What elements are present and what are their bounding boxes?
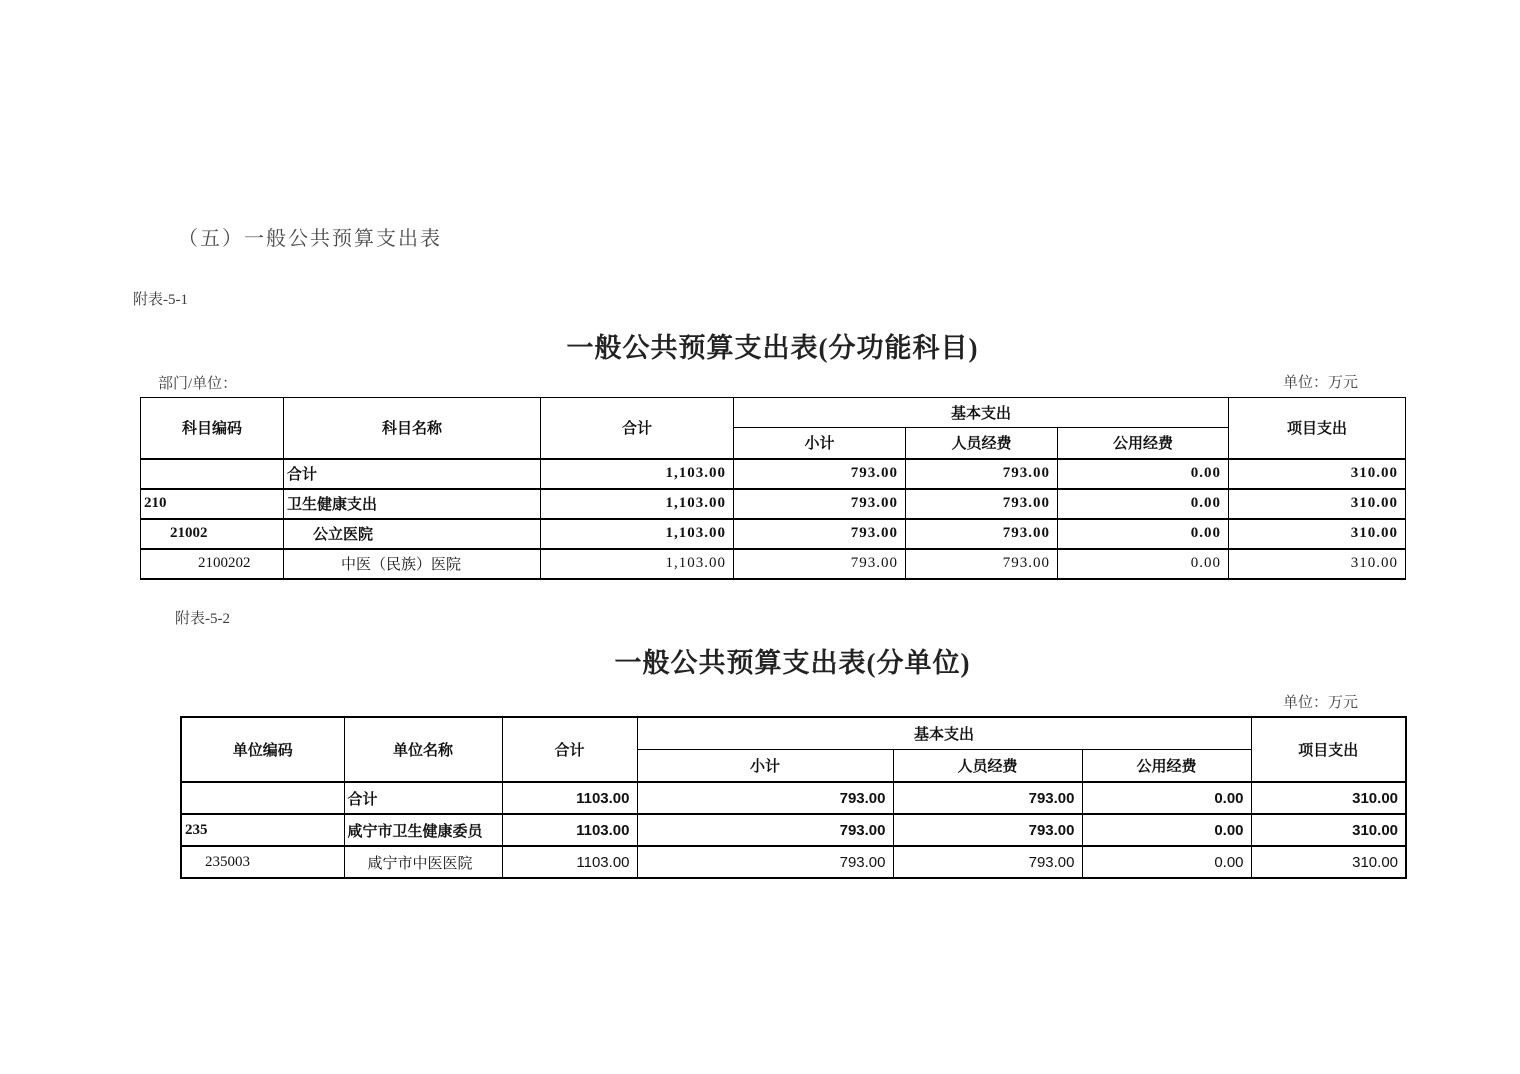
cell-personnel: 793.00 bbox=[893, 782, 1082, 814]
table1-header-subtotal: 小计 bbox=[734, 428, 906, 459]
cell-public: 0.00 bbox=[1058, 459, 1229, 489]
table-by-function bbox=[140, 397, 1406, 580]
cell-public: 0.00 bbox=[1058, 489, 1229, 519]
table2-header-subtotal: 小计 bbox=[637, 749, 893, 782]
cell-code: 210 bbox=[141, 489, 284, 519]
cell-code bbox=[141, 459, 284, 489]
cell-total: 1,103.00 bbox=[541, 459, 734, 489]
table-row bbox=[181, 782, 1406, 814]
cell-total: 1,103.00 bbox=[541, 549, 734, 579]
cell-subtotal: 793.00 bbox=[734, 459, 906, 489]
cell-subtotal: 793.00 bbox=[637, 814, 893, 846]
cell-public: 0.00 bbox=[1058, 549, 1229, 579]
cell-code: 2100202 bbox=[141, 549, 284, 579]
table2-header-project: 项目支出 bbox=[1251, 717, 1406, 782]
cell-name: 卫生健康支出 bbox=[284, 489, 541, 519]
table1-header-project: 项目支出 bbox=[1229, 398, 1406, 459]
cell-personnel: 793.00 bbox=[893, 814, 1082, 846]
cell-name: 合计 bbox=[344, 782, 502, 814]
table2-title: 一般公共预算支出表(分单位) bbox=[614, 648, 971, 678]
table1-header-code: 科目编码 bbox=[141, 398, 284, 459]
cell-name: 合计 bbox=[284, 459, 541, 489]
cell-public: 0.00 bbox=[1082, 814, 1251, 846]
cell-personnel: 793.00 bbox=[906, 459, 1058, 489]
table1-header-name: 科目名称 bbox=[284, 398, 541, 459]
cell-public: 0.00 bbox=[1082, 846, 1251, 878]
cell-personnel: 793.00 bbox=[906, 549, 1058, 579]
cell-total: 1103.00 bbox=[502, 814, 637, 846]
cell-name: 中医（民族）医院 bbox=[284, 549, 541, 579]
table-row bbox=[141, 489, 1406, 519]
table-by-unit bbox=[180, 716, 1407, 879]
cell-code bbox=[181, 782, 344, 814]
section-heading: （五）一般公共预算支出表 bbox=[178, 228, 442, 250]
cell-project: 310.00 bbox=[1229, 489, 1406, 519]
cell-project: 310.00 bbox=[1229, 519, 1406, 549]
table1-header-total: 合计 bbox=[541, 398, 734, 459]
cell-subtotal: 793.00 bbox=[637, 782, 893, 814]
table-row bbox=[141, 519, 1406, 549]
table-row bbox=[181, 846, 1406, 878]
table1-unit-label: 单位：万元 bbox=[1283, 375, 1359, 391]
cell-total: 1103.00 bbox=[502, 782, 637, 814]
table2-header-public: 公用经费 bbox=[1082, 749, 1251, 782]
table1-header-public: 公用经费 bbox=[1058, 428, 1229, 459]
table2-unit-label: 单位：万元 bbox=[1283, 695, 1359, 711]
cell-total: 1103.00 bbox=[502, 846, 637, 878]
cell-total: 1,103.00 bbox=[541, 519, 734, 549]
table1-header-row-1 bbox=[141, 398, 1406, 428]
cell-public: 0.00 bbox=[1058, 519, 1229, 549]
cell-personnel: 793.00 bbox=[893, 846, 1082, 878]
table2-caption: 附表-5-2 bbox=[175, 611, 230, 627]
table1-dept-label: 部门/单位： bbox=[158, 376, 238, 392]
cell-project: 310.00 bbox=[1251, 814, 1406, 846]
cell-code: 235 bbox=[181, 814, 344, 846]
cell-name: 咸宁市中医医院 bbox=[344, 846, 502, 878]
cell-name: 咸宁市卫生健康委员 bbox=[344, 814, 502, 846]
cell-total: 1,103.00 bbox=[541, 489, 734, 519]
cell-code: 21002 bbox=[141, 519, 284, 549]
table2-header-row-1 bbox=[181, 717, 1406, 749]
table2-header-code: 单位编码 bbox=[181, 717, 344, 782]
cell-public: 0.00 bbox=[1082, 782, 1251, 814]
table1-header-basic: 基本支出 bbox=[734, 398, 1229, 428]
table2-header-basic: 基本支出 bbox=[637, 717, 1251, 749]
table2-header-name: 单位名称 bbox=[344, 717, 502, 782]
table-row bbox=[181, 814, 1406, 846]
table-row bbox=[141, 459, 1406, 489]
table-row bbox=[141, 549, 1406, 579]
table2-header-personnel: 人员经费 bbox=[893, 749, 1082, 782]
cell-project: 310.00 bbox=[1251, 782, 1406, 814]
cell-name: 公立医院 bbox=[284, 519, 541, 549]
cell-project: 310.00 bbox=[1251, 846, 1406, 878]
cell-code: 235003 bbox=[181, 846, 344, 878]
cell-subtotal: 793.00 bbox=[637, 846, 893, 878]
cell-subtotal: 793.00 bbox=[734, 489, 906, 519]
table1-title: 一般公共预算支出表(分功能科目) bbox=[566, 333, 979, 363]
cell-subtotal: 793.00 bbox=[734, 519, 906, 549]
table1-caption: 附表-5-1 bbox=[133, 292, 188, 308]
table1-header-personnel: 人员经费 bbox=[906, 428, 1058, 459]
cell-project: 310.00 bbox=[1229, 549, 1406, 579]
cell-subtotal: 793.00 bbox=[734, 549, 906, 579]
cell-project: 310.00 bbox=[1229, 459, 1406, 489]
cell-personnel: 793.00 bbox=[906, 489, 1058, 519]
cell-personnel: 793.00 bbox=[906, 519, 1058, 549]
table2-header-total: 合计 bbox=[502, 717, 637, 782]
